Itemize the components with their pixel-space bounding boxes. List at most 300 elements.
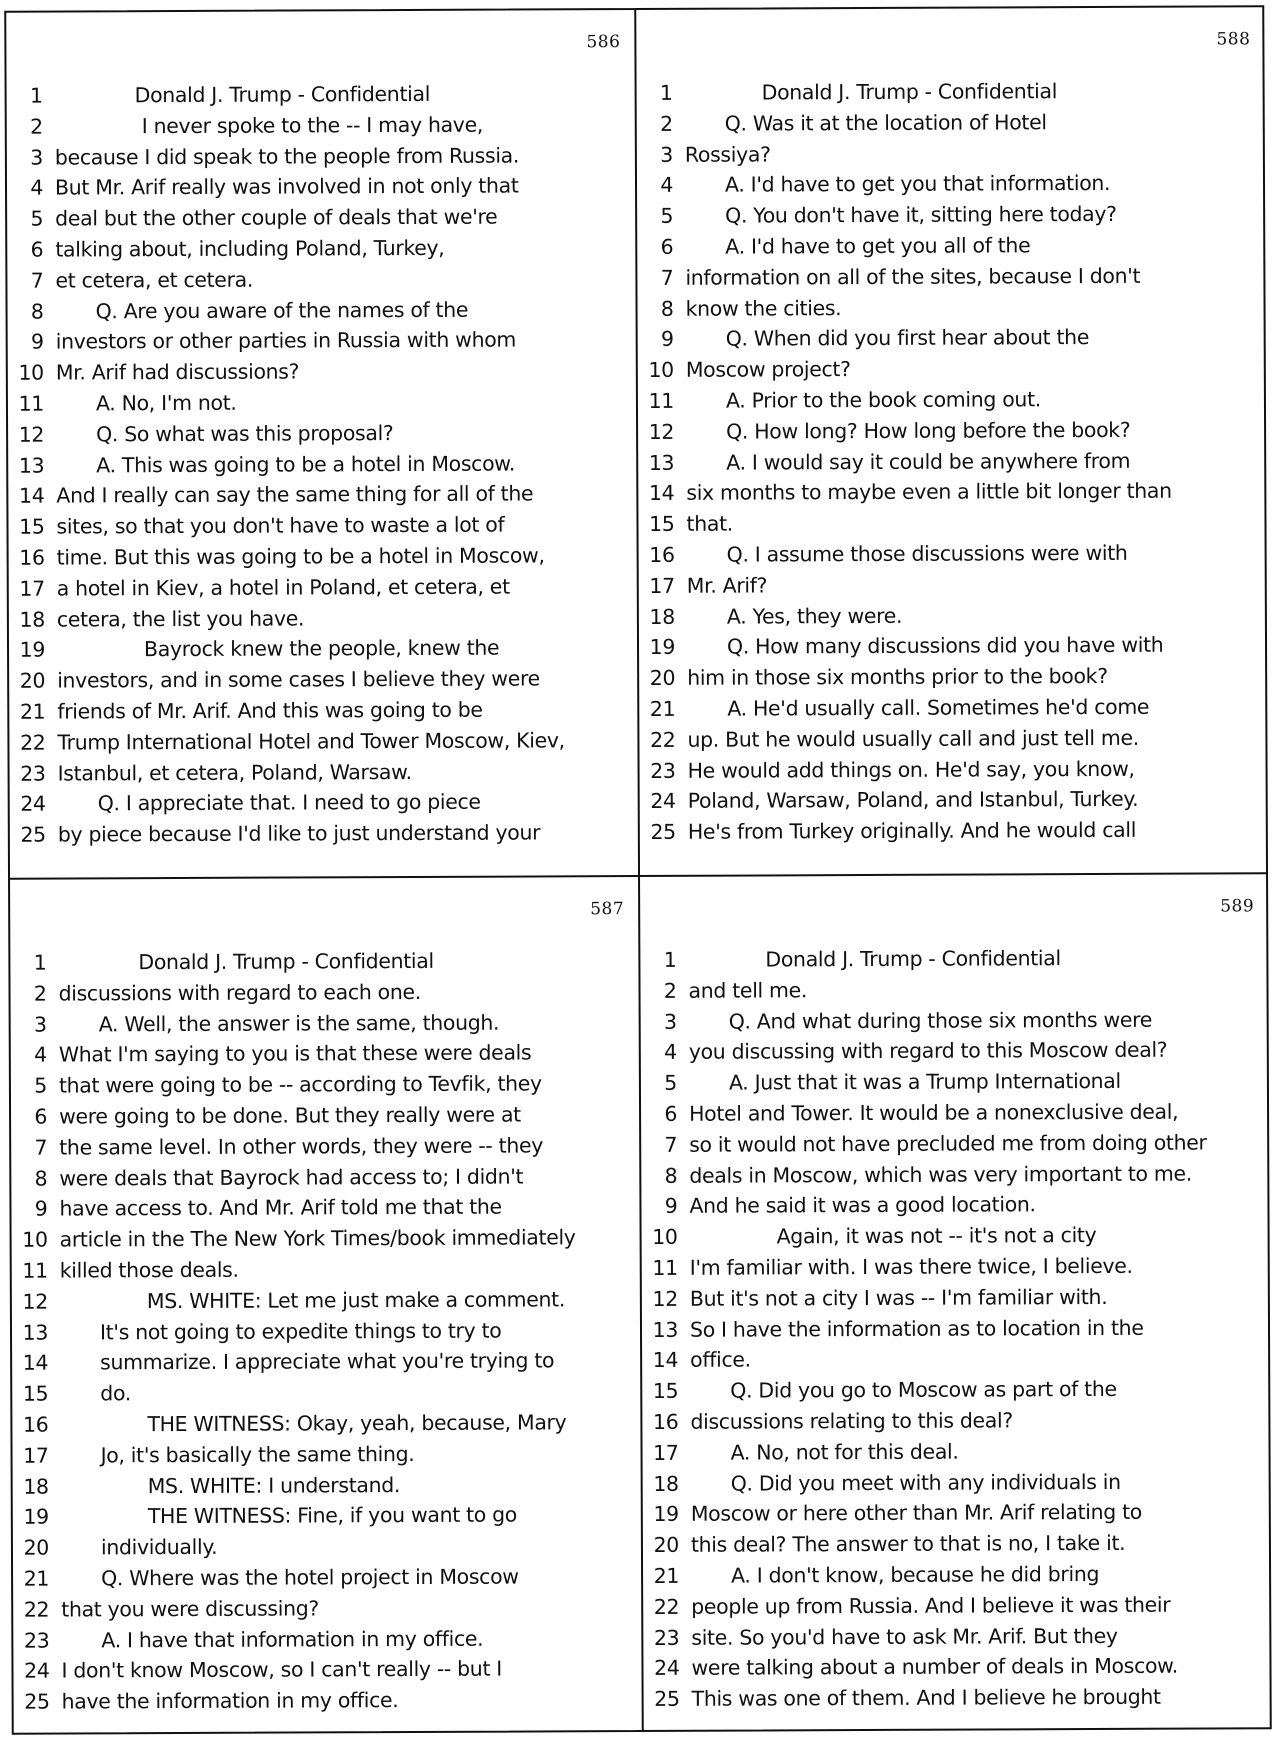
line-number: 10	[22, 1227, 48, 1252]
line-number: 5	[34, 1073, 47, 1098]
transcript-line	[10, 945, 632, 979]
line-number: 3	[663, 1009, 677, 1034]
transcript-line	[11, 1037, 633, 1071]
line-number: 21	[19, 699, 46, 724]
line-text: I never spoke to the -- I may have,	[141, 112, 484, 138]
transcript-line	[12, 1253, 634, 1287]
line-text: He would add things on. He'd say, you know,	[687, 756, 1135, 783]
line-number: 20	[23, 1535, 50, 1560]
line-text: What I'm saying to you is that these were deals	[58, 1040, 532, 1067]
line-text: have the information in my office.	[61, 1688, 399, 1714]
transcript-line	[11, 1130, 633, 1164]
line-number: 5	[664, 1071, 677, 1096]
line-text: A. I'd have to get you all of the	[725, 233, 1031, 259]
line-number: 18	[23, 1474, 49, 1499]
line-number: 16	[19, 545, 45, 570]
line-number: 20	[649, 665, 676, 691]
line-number: 9	[664, 1194, 678, 1219]
transcript-line	[12, 1315, 634, 1349]
line-number: 3	[660, 142, 673, 167]
line-number: 12	[652, 1286, 678, 1311]
line-text: This was one of them. And I believe he brought	[691, 1684, 1161, 1711]
line-number: 11	[648, 388, 675, 413]
transcript-line	[642, 1312, 1264, 1346]
line-text: that.	[686, 511, 733, 536]
transcript-line	[8, 478, 630, 512]
line-text: by piece because I'd like to just understand your	[57, 820, 541, 847]
line-text: that you were discussing?	[61, 1596, 319, 1622]
transcript-line	[14, 1684, 636, 1718]
line-text: A. Well, the answer is the same, though.	[98, 1010, 500, 1036]
transcript-line	[638, 414, 1260, 448]
line-text: Poland, Warsaw, Poland, and Istanbul, Turkey.	[687, 787, 1139, 814]
line-text: talking about, including Poland, Turkey,	[55, 235, 445, 262]
line-number: 22	[653, 1594, 680, 1619]
line-number: 16	[649, 542, 675, 567]
line-text: A. No, I'm not.	[95, 390, 237, 416]
transcript-line	[642, 1404, 1264, 1438]
line-text: et cetera, et cetera.	[55, 267, 254, 293]
line-number: 12	[648, 419, 675, 444]
confidential-header: Donald J. Trump - Confidential	[134, 81, 431, 108]
line-text: Q. Where was the hotel project in Moscow	[101, 1564, 519, 1591]
transcript-line	[7, 294, 629, 328]
line-number: 4	[30, 175, 44, 201]
line-number: 1	[663, 947, 677, 972]
line-number: 15	[652, 1378, 679, 1404]
line-number: 20	[653, 1532, 679, 1558]
line-number: 8	[664, 1163, 678, 1188]
line-text: A. Yes, they were.	[726, 603, 903, 629]
line-text: that were going to be -- according to Tevfik, they	[58, 1071, 542, 1098]
line-text: A. I have that information in my office.	[101, 1626, 484, 1652]
transcript-line	[639, 568, 1261, 602]
line-text: were deals that Bayrock had access to; I didn't	[59, 1164, 524, 1191]
line-text: Rossiya?	[684, 142, 771, 167]
line-text: I don't know Moscow, so I can't really -- but I	[61, 1656, 503, 1683]
line-number: 24	[24, 1658, 50, 1684]
transcript-line	[13, 1653, 635, 1687]
line-number: 21	[649, 696, 676, 721]
transcript-line	[642, 1343, 1264, 1377]
line-text: But Mr. Arif really was involved in not only that	[54, 173, 519, 200]
line-number: 4	[664, 1040, 677, 1065]
line-text: Q. And what during those six months were	[728, 1007, 1153, 1034]
transcript-line	[12, 1407, 634, 1441]
line-number: 14	[18, 483, 45, 509]
transcript-line	[643, 1558, 1265, 1592]
line-text: friends of Mr. Arif. And this was going to be	[57, 697, 483, 724]
line-number: 18	[653, 1471, 679, 1496]
line-text: so it would not have precluded me from doing other	[689, 1130, 1207, 1157]
line-number: 21	[23, 1566, 50, 1591]
transcript-line	[643, 1651, 1265, 1685]
transcript-line	[638, 322, 1260, 356]
line-number: 24	[20, 791, 46, 817]
line-text: Q. You don't have it, sitting here today?	[725, 202, 1117, 228]
line-number: 22	[19, 730, 46, 755]
line-number: 8	[660, 296, 674, 321]
line-number: 6	[664, 1101, 678, 1126]
line-number: 8	[30, 299, 44, 324]
transcript-line	[639, 660, 1261, 694]
transcript-line	[8, 386, 630, 420]
transcript-line	[643, 1620, 1265, 1654]
transcript-line	[7, 201, 629, 235]
line-text: But it's not a city I was -- I'm familiar with.	[689, 1284, 1108, 1311]
line-text: know the cities.	[685, 295, 842, 321]
line-number: 6	[660, 234, 674, 259]
line-text: THE WITNESS: Okay, yeah, because, Mary	[147, 1410, 567, 1437]
confidential-header: Donald J. Trump - Confidential	[138, 948, 434, 975]
line-text: this deal? The answer to that is no, I take it.	[690, 1531, 1126, 1557]
line-text: Q. Are you aware of the names of the	[95, 297, 469, 323]
line-text: Mr. Arif had discussions?	[55, 359, 300, 385]
line-text: killed those deals.	[59, 1257, 239, 1283]
transcript-line	[11, 1161, 633, 1195]
transcript-sheet	[4, 5, 1272, 1734]
line-text: do.	[100, 1381, 132, 1406]
transcript-line	[8, 355, 630, 389]
line-number: 7	[660, 265, 674, 290]
line-number: 4	[34, 1042, 47, 1068]
line-number: 1	[33, 950, 47, 975]
line-number: 19	[23, 1504, 49, 1530]
line-text: A. I don't know, because he did bring	[731, 1561, 1100, 1588]
line-text: He's from Turkey originally. And he would call	[687, 817, 1137, 844]
line-number: 17	[23, 1443, 49, 1468]
line-number: 14	[648, 481, 675, 506]
transcript-line	[637, 229, 1259, 263]
transcript-line	[638, 476, 1260, 510]
line-number: 23	[650, 758, 676, 783]
transcript-line	[643, 1466, 1265, 1500]
line-text: It's not going to expedite things to try to	[99, 1318, 502, 1344]
line-number: 24	[654, 1656, 680, 1681]
line-number: 9	[34, 1196, 48, 1222]
transcript-line	[12, 1376, 634, 1410]
transcript-line	[641, 1035, 1263, 1069]
transcript-line	[9, 694, 631, 728]
line-text: A. This was going to be a hotel in Moscow.	[96, 451, 516, 477]
line-text: THE WITNESS: Fine, if you want to go	[147, 1502, 518, 1529]
line-text: site. So you'd have to ask Mr. Arif. But they	[691, 1623, 1118, 1650]
line-text: deal but the other couple of deals that we're	[55, 204, 498, 231]
line-text: So I have the information as to location in the	[689, 1315, 1144, 1342]
line-number: 11	[652, 1255, 678, 1280]
line-text: up. But he would usually call and just tell me.	[687, 725, 1140, 752]
line-text: Q. How many discussions did you have with	[726, 633, 1164, 659]
transcript-line	[643, 1589, 1265, 1623]
line-text: Q. Was it at the location of Hotel	[724, 110, 1047, 136]
line-number: 4	[660, 173, 674, 198]
transcript-line	[7, 170, 629, 204]
transcript-page	[636, 7, 1262, 868]
transcript-line	[640, 942, 1262, 976]
transcript-line	[9, 602, 631, 636]
line-number: 10	[652, 1225, 678, 1250]
transcript-line	[644, 1681, 1266, 1715]
transcript-line	[9, 632, 631, 666]
transcript-line	[642, 1219, 1264, 1253]
line-number: 2	[33, 981, 47, 1006]
transcript-line	[641, 1004, 1263, 1038]
line-text: article in the The New York Times/book immediately	[59, 1225, 576, 1252]
transcript-line	[637, 137, 1259, 171]
transcript-line	[642, 1250, 1264, 1284]
transcript-lines	[640, 942, 1265, 1715]
transcript-line	[7, 109, 629, 143]
transcript-line	[10, 817, 632, 851]
transcript-page	[640, 874, 1266, 1735]
line-text: A. I'd have to get you that information.	[724, 171, 1111, 198]
line-number: 17	[649, 573, 675, 598]
transcript-line	[640, 784, 1262, 818]
line-text: discussions with regard to each one.	[58, 979, 421, 1006]
line-text: him in those six months prior to the book?	[687, 664, 1108, 690]
transcript-line	[643, 1527, 1265, 1561]
line-text: investors, and in some cases I believe they were	[57, 666, 540, 693]
line-text: MS. WHITE: Let me just make a comment.	[146, 1287, 566, 1313]
line-number: 16	[22, 1412, 49, 1437]
transcript-page	[10, 877, 636, 1738]
line-number: 11	[22, 1258, 48, 1283]
line-number: 7	[34, 1135, 48, 1160]
line-number: 2	[29, 114, 43, 139]
transcript-page	[6, 10, 632, 871]
transcript-line	[638, 445, 1260, 479]
line-number: 3	[33, 1012, 47, 1037]
line-text: cetera, the list you have.	[56, 606, 305, 632]
line-number: 14	[652, 1348, 679, 1373]
line-text: investors or other parties in Russia with whom	[55, 327, 517, 354]
line-text: Q. So what was this proposal?	[96, 420, 394, 447]
line-number: 5	[30, 206, 44, 231]
line-number: 20	[19, 668, 46, 693]
transcript-line	[637, 75, 1259, 109]
transcript-line	[10, 756, 632, 790]
transcript-line	[8, 417, 630, 451]
transcript-lines	[10, 945, 635, 1718]
line-text: deals in Moscow, which was very important to me.	[689, 1161, 1192, 1188]
line-number: 6	[30, 237, 44, 262]
transcript-line	[640, 753, 1262, 787]
transcript-line	[13, 1530, 635, 1564]
line-number: 25	[654, 1686, 680, 1712]
transcript-line	[641, 1158, 1263, 1192]
transcript-line	[7, 78, 629, 112]
line-number: 10	[648, 358, 674, 383]
line-number: 7	[30, 268, 44, 293]
line-number: 12	[18, 422, 45, 447]
transcript-line	[637, 106, 1259, 140]
transcript-line	[637, 291, 1259, 325]
line-text: A. Prior to the book coming out.	[725, 387, 1041, 413]
line-text: a hotel in Kiev, a hotel in Poland, et cetera, et	[56, 574, 510, 601]
transcript-line	[637, 260, 1259, 294]
transcript-line	[7, 140, 629, 174]
transcript-line	[9, 663, 631, 697]
confidential-header: Donald J. Trump - Confidential	[761, 79, 1058, 105]
line-number: 9	[660, 327, 674, 352]
line-text: And he said it was a good location.	[689, 1192, 1036, 1219]
line-number: 6	[34, 1104, 48, 1129]
line-number: 1	[659, 80, 673, 105]
line-number: 13	[652, 1317, 679, 1342]
transcript-line	[642, 1373, 1264, 1407]
page-number: 586	[586, 32, 621, 53]
line-text: Q. How long? How long before the book?	[726, 417, 1131, 444]
line-text: Istanbul, et cetera, Poland, Warsaw.	[57, 759, 412, 786]
line-number: 22	[649, 727, 676, 752]
line-number: 19	[649, 635, 676, 660]
transcript-line	[639, 691, 1261, 725]
line-number: 1	[29, 83, 43, 108]
line-text: people up from Russia. And I believe it was their	[691, 1592, 1171, 1619]
line-text: I'm familiar with. I was there twice, I believe.	[689, 1253, 1133, 1280]
transcript-line	[13, 1623, 635, 1657]
line-number: 7	[664, 1132, 678, 1157]
transcript-line	[13, 1469, 635, 1503]
transcript-line	[13, 1561, 635, 1595]
transcript-line	[11, 1007, 633, 1041]
line-text: information on all of the sites, because I don't	[685, 263, 1141, 290]
transcript-line	[643, 1497, 1265, 1531]
transcript-line	[639, 630, 1261, 664]
line-text: Q. When did you first hear about the	[725, 325, 1090, 351]
line-text: Trump International Hotel and Tower Moscow, Kiev,	[57, 728, 565, 755]
line-text: A. Just that it was a Trump International	[728, 1069, 1121, 1095]
transcript-line	[639, 599, 1261, 633]
line-text: A. I would say it could be anywhere from	[726, 448, 1131, 475]
transcript-line	[12, 1345, 634, 1379]
line-text: were going to be done. But they really were at	[59, 1102, 521, 1129]
line-text: MS. WHITE: I understand.	[147, 1472, 401, 1498]
line-text: Q. Did you go to Moscow as part of the	[730, 1377, 1117, 1403]
line-text: Mr. Arif?	[686, 573, 768, 598]
transcript-line	[641, 1189, 1263, 1223]
transcript-line	[11, 1068, 633, 1102]
transcript-line	[9, 540, 631, 574]
line-number: 12	[22, 1289, 48, 1314]
line-number: 15	[22, 1381, 49, 1406]
transcript-line	[13, 1592, 635, 1626]
line-number: 13	[22, 1320, 49, 1345]
line-text: have access to. And Mr. Arif told me that the	[59, 1194, 502, 1221]
line-number: 5	[660, 204, 674, 229]
transcript-line	[637, 168, 1259, 202]
line-number: 19	[19, 637, 46, 663]
transcript-line	[11, 1191, 633, 1225]
line-text: six months to maybe even a little bit longer than	[686, 479, 1172, 506]
line-number: 24	[650, 789, 676, 814]
transcript-line	[640, 973, 1262, 1007]
transcript-line	[641, 1096, 1263, 1130]
line-text: office.	[690, 1347, 751, 1373]
line-number: 13	[18, 453, 45, 478]
line-number: 17	[653, 1440, 679, 1465]
transcript-line	[9, 571, 631, 605]
line-number: 18	[649, 604, 675, 629]
line-text: Moscow project?	[685, 357, 851, 382]
transcript-line	[639, 722, 1261, 756]
line-text: sites, so that you don't have to waste a lot of	[56, 512, 505, 539]
transcript-lines	[7, 78, 632, 851]
line-number: 14	[22, 1350, 49, 1376]
transcript-line	[640, 814, 1262, 848]
transcript-line	[637, 198, 1259, 232]
line-number: 13	[648, 450, 675, 475]
line-text: And I really can say the same thing for all of the	[56, 481, 534, 508]
line-number: 25	[650, 819, 676, 845]
transcript-line	[641, 1127, 1263, 1161]
transcript-line	[642, 1435, 1264, 1469]
transcript-line	[8, 448, 630, 482]
transcript-line	[12, 1438, 634, 1472]
line-number: 23	[653, 1625, 680, 1650]
line-text: were talking about a number of deals in Moscow.	[691, 1653, 1178, 1681]
transcript-line	[639, 537, 1261, 571]
line-number: 15	[19, 514, 45, 539]
transcript-line	[11, 1099, 633, 1133]
line-number: 8	[34, 1166, 48, 1191]
line-number: 23	[20, 761, 46, 786]
line-text: discussions relating to this deal?	[690, 1408, 1013, 1434]
line-number: 19	[653, 1502, 679, 1527]
line-text: A. No, not for this deal.	[730, 1439, 959, 1465]
transcript-line	[9, 725, 631, 759]
line-text: the same level. In other words, they were -- they	[59, 1133, 544, 1160]
line-text: Moscow or here other than Mr. Arif relating to	[690, 1500, 1143, 1527]
transcript-line	[12, 1284, 634, 1318]
line-text: summarize. I appreciate what you're trying to	[100, 1348, 555, 1375]
confidential-header: Donald J. Trump - Confidential	[765, 946, 1061, 972]
line-number: 18	[19, 607, 45, 632]
transcript-line	[642, 1281, 1264, 1315]
transcript-line	[8, 324, 630, 358]
line-number: 2	[663, 978, 677, 1003]
line-text: and tell me.	[688, 978, 808, 1003]
line-text: individually.	[100, 1534, 218, 1560]
line-number: 25	[20, 822, 46, 847]
line-number: 9	[30, 329, 44, 355]
line-number: 11	[18, 391, 45, 416]
line-text: Bayrock knew the people, knew the	[143, 635, 500, 662]
line-number: 21	[653, 1563, 680, 1588]
line-number: 10	[18, 360, 44, 385]
page-number: 589	[1220, 896, 1255, 917]
line-text: Q. Did you meet with any individuals in	[730, 1469, 1121, 1496]
transcript-line	[7, 263, 629, 297]
line-text: Jo, it's basically the same thing.	[100, 1441, 415, 1468]
line-text: time. But this was going to be a hotel in Moscow,	[56, 543, 545, 570]
transcript-line	[638, 352, 1260, 386]
line-text: you discussing with regard to this Moscow deal?	[688, 1038, 1168, 1065]
line-text: because I did speak to the people from Russia.	[54, 143, 520, 170]
transcript-line	[641, 1065, 1263, 1099]
transcript-lines	[637, 75, 1262, 848]
line-text: Q. I appreciate that. I need to go piece	[97, 790, 481, 816]
line-number: 3	[30, 145, 43, 170]
line-number: 15	[649, 511, 675, 537]
transcript-line	[7, 232, 629, 266]
line-number: 25	[24, 1689, 50, 1714]
line-text: A. He'd usually call. Sometimes he'd come	[727, 694, 1150, 721]
transcript-line	[10, 976, 632, 1010]
line-text: Hotel and Tower. It would be a nonexclusive deal,	[689, 1099, 1179, 1126]
line-number: 22	[23, 1597, 50, 1622]
page-number: 588	[1216, 29, 1251, 50]
